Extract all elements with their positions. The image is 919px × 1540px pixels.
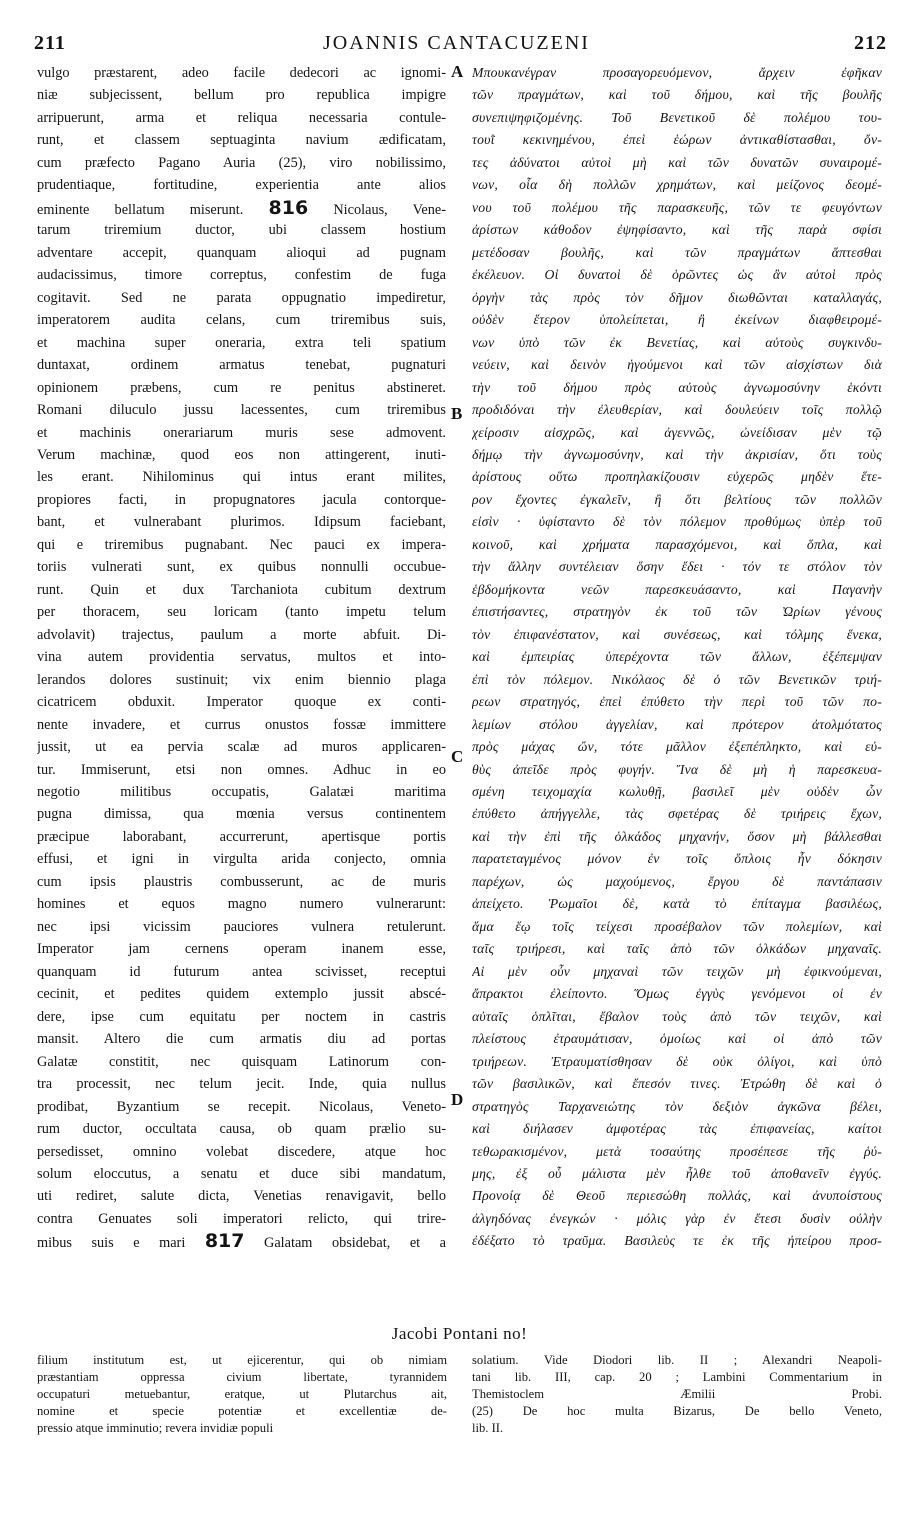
text-line: τῶν βασιλικῶν, καὶ ἔπεσόν τινες. Ἐτρώθη δὲ καὶ ὁ [472,1076,882,1092]
text-line: homines et equos magno numero vulnerarunt: [37,896,446,913]
text-line: ἀλγηδόνας ἐνεγκών · μόλις γὰρ ἐν ἔτεσι δυσὶν οὐλὴν [472,1210,882,1226]
text-line: occupaturi metuebantur, eratque, ut Plutarchus ait, [37,1387,447,1401]
text-line: ἑβδομήκοντα νεῶν παρεσκευάσαντο, καὶ Παγανὴν [472,581,882,597]
text-line: quanquam id futurum antea scivisset, receptui [37,963,446,980]
text-line: lib. II. [472,1421,504,1435]
footnotes-left-column [37,1352,447,1437]
text-line: ἄπρακτοι ἐλείποντο. Ὅμως ἐγγὺς γενόμενοι οἱ ἐν [472,986,882,1002]
text-line: præcipue laborabant, accurrerunt, apertisque portis [37,828,446,845]
text-line: vulgo præstarent, adeo facile dedecori ac ignomi- [37,65,446,81]
text-line: filium institutum est, ut ejicerentur, qui ob nimiam [37,1353,447,1367]
margin-letter-a: A [451,62,464,81]
text-line: σμένη τειχομαχία κωλυθῇ, βασιλεῖ μὲν οὐδὲν ὧν [472,784,882,799]
text-line: nente invadere, et currus onustos fossæ immittere [37,716,446,733]
text-line: τες ἀδύνατοι αὐτοὶ μὴ καὶ τῶν δυνατῶν συναιρομέ- [472,154,882,170]
text-line: παρέχων, ὡς μαχούμενος, ἔργου δὲ παντάπασιν [472,873,882,889]
text-line: προδιδόναι τὴν ἐλευθερίαν, καὶ δουλεύειν τοῖς πολλῷ [472,402,882,418]
text-line: τῶν πραγμάτων, καὶ τοῦ δήμου, καὶ τῆς βουλῆς [472,87,882,103]
text-line: συνεπιψηφιζομένης. Τοῦ Βενετικοῦ δὲ πολέμου του- [472,109,882,125]
text-line: ἀπείχετο. Ῥωμαῖοι δὲ, κατὰ τὸ ἐπίταγμα βασιλέως, [472,896,882,912]
text-line: ρον ἔχοντες ἐγκαλεῖν, ἢ ὅτι βελτίους τῶν πολλῶν [472,491,882,507]
text-line: αὐταῖς ὁπλῖται, ἔβαλον τοὺς ἀπὸ τῶν τειχῶν, καὶ [472,1008,882,1024]
margin-letter-c: C [451,747,464,766]
text-line: les erant. Nihilominus qui intus erant milites, [37,469,446,486]
page-number-right: 212 [854,32,887,54]
text-line: cum ipsis plaustris combusserunt, ac de muris [37,873,446,890]
text-line: vina autem providentia servatus, multos et into- [37,649,446,666]
text-line: Αἱ μὲν οὖν μηχαναὶ τῶν τειχῶν μὴ ἐφικνούμεναι, [472,963,882,979]
text-line: effusi, et igni in virgulta arida conjecto, omnia [37,851,446,868]
text-line: ἐπιστήσαντες, στρατηγὸν ἐκ τοῦ τῶν Ὠρίων γένους [472,604,882,620]
text-line: κοινοῦ, καὶ χρήματα παρασχόμενοι, καὶ ὅπλα, καὶ [472,536,882,552]
section-marker: 816 [268,196,309,219]
text-line: Galatæ constitit, nec quisquam Latinorum con- [37,1053,446,1070]
text-line: opinionem præbens, cum re penitus abstineret. [37,379,446,396]
text-line: præstantiam oppressa civium libertate, tyrannidem [37,1370,447,1384]
text-line: νεύειν, καὶ δεινὸν ἡγούμενοι καὶ τῶν αἰσχίστων διὰ [472,357,882,373]
text-line: ρεων στρατηγός, ἐπεὶ ἐπύθετο τὴν περὶ τοῦ τῶν πο- [472,694,882,710]
text-line: δήμῳ τὴν ἀγνωμοσύνην, καὶ τὴν ἀκρισίαν, ὅτι τοὺς [472,446,882,462]
text-line: qui e triremibus pugnabant. Nec pauci ex impera- [37,536,446,553]
text-line: solatium. Vide Diodori lib. II ; Alexandri Neapoli- [472,1353,882,1367]
text-line: tur. Immiserunt, etsi non omnes. Adhuc in eo [37,761,446,778]
text-line: Μπουκανέγραν προσαγορευόμενον, ἄρχειν ἐφῆκαν [472,65,882,80]
text-line: cogitavit. Sed ne parata oppugnatio impediretur, [37,289,446,306]
text-line: εἰσὶν · ὑφίσταντο δὲ τὸν πόλεμον προθύμως ὑπὲρ τοῦ [472,514,882,530]
text-line: adventare accepit, quanquam alioqui ad pugnam [37,244,446,261]
text-line: jussit, ut ea pervia scalæ ad muros applicaren- [37,739,446,756]
text-line: ἐπὶ τὸν πόλεμον. Νικόλαος δὲ ὁ τῶν Βενετικῶν τριή- [472,671,882,687]
notes-title: Jacobi Pontani no! [391,1324,528,1343]
text-line: Προνοίᾳ δὲ Θεοῦ περιεσώθη πολλάς, καὶ ἀνυποίστους [472,1188,882,1204]
latin-text-column [37,62,446,1324]
text-line: καὶ τὴν ἐπὶ τῆς ὁλκάδος μηχανήν, ὅσον μὴ βάλλεσθαι [472,828,882,844]
text-line: ἐπύθετο ἀπήγγελλε, τὰς σφετέρας δὲ τριήρεις ἔχων, [472,806,882,822]
text-line: lerandos dolores sustinuit; vix enim biennio plaga [37,671,446,688]
text-line: τὴν ἄλλην συντέλειαν ὅσην ἔδει · τόν τε στόλον τὸν [472,559,882,575]
text-line: καὶ διήλασεν ἀμφοτέρας τὰς ἐπιφανείας, καίτοι [472,1121,882,1137]
text-line: τουῒ κεκινημένου, ἐπεὶ ἑώρων ἀντικαθίστασθαι, ὄν- [472,132,882,148]
text-line: propiores facti, in propugnatores jacula contorque- [37,491,446,508]
text-line: οὐδὲν ἕτερον ὑπολείπεται, ἢ ἐκείνων διαφθειρομέ- [472,312,882,328]
text-line: et machinis onerariarum muris sese admovent. [37,424,446,441]
text-line: μης, ἐξ οὗ μάλιστα μὲν ἦλθε τοῦ ἀποθανεῖν ἐγγύς. [472,1165,882,1181]
text-line: θὺς ἀπεῖδε πρὸς φυγήν. Ἵνα δὲ μὴ ἡ παρεσκευα- [472,761,882,777]
section-marker: 817 [204,1230,245,1253]
text-line: nec ipsi vicissim pauciores vulnera retulerunt. [37,918,446,935]
text-line: ταῖς τριήρεσι, καὶ ταῖς ἀπὸ τῶν ὁλκάδων μηχαναῖς. [472,941,882,957]
text-line: toriis vulnerati sunt, ex quibus nonnulli occubue- [37,559,446,576]
text-line: imperatorem audita celans, cum triremibus suis, [37,312,446,329]
text-line: τεθωρακισμένον, μετὰ τοσαύτης προσέπεσε τῆς ῥύ- [472,1143,882,1159]
footnotes-right-column [472,1352,882,1437]
text-line: advolavit) trajectus, paulum a morte abfuit. Di- [37,626,446,643]
text-line: Verum machinæ, quod eos non attingerent, inuti- [37,446,446,463]
text-line: Themistoclem Æmilii Probi. [472,1387,882,1401]
text-line: nomine et specie potentiæ et excellentiæ de- [37,1404,447,1418]
text-line: mansit. Altero die cum armatis diu ad portas [37,1031,446,1048]
text-line: tarum triremium ductor, ubi classem hostium [37,222,446,239]
text-line: uti rediret, salute dicta, Venetias renavigavit, bello [37,1188,446,1205]
text-line: ἐκέλευον. Οἱ δυνατοὶ δὲ ὁρῶντες ὡς ἂν αὐτοὶ πρὸς [472,267,882,283]
margin-letter-d: D [451,1090,464,1109]
text-line: ὀργὴν τὰς πρὸς τὸν δῆμον διωθῶνται καταλλαγάς, [472,289,882,305]
text-line: prudentiaque, fortitudine, experientia ante alios [37,177,446,194]
text-line: καὶ ἐμπειρίας ὑπερέχοντα τῶν ἄλλων, ἐξέπεμψαν [472,649,882,665]
text-line: στρατηγὸς Ταρχανειώτης τὸν δεξιὸν ἀγκῶνα βέλει, [472,1098,882,1114]
text-line: per thoracem, seu loricam (tanto impetu telum [37,604,446,621]
text-line: παρατεταγμένος μόνον ἐν τοῖς ὅπλοις ἦν δόκησιν [472,851,882,867]
text-line: ἀρίστων κάθοδον ἐψηφίσαντο, καὶ τῆς παρὰ σφίσι [472,222,882,238]
running-title: JOANNIS CANTACUZENI [323,32,590,54]
text-line: ἐδέξατο τὸ τραῦμα. Βασιλεὺς τε ἐκ τῆς ἠπείρου προσ- [472,1233,882,1249]
text-line: audacissimus, timore correptus, confestim de fuga [37,267,446,284]
page-number-left: 211 [34,32,66,54]
text-line: πλείστους ἐτραυμάτισαν, ὁμοίως καὶ οἱ ἀπὸ τῶν [472,1031,882,1047]
text-line: persedisset, omnino volebat discedere, atque hoc [37,1143,446,1160]
text-line: ἅμα ἕῳ τοῖς τείχεσι προσέβαλον τῶν πολεμίων, καὶ [472,918,882,934]
text-line: cicatricem obduxit. Imperator quoque ex conti- [37,694,446,711]
text-line: runt, et classem septuaginta navium ædificatam, [37,132,446,149]
text-line: Romani diluculo jussu lacessentes, cum triremibus [37,402,446,419]
text-line: cecinit, et pedites quidem extemplo jussit abscé- [37,986,446,1003]
text-line: pressio atque imminutio; revera invidiæ populi [37,1421,274,1435]
text-line: eminente bellatum miserunt. 816 Nicolaus, Vene- [37,196,446,219]
text-line: tra processit, nec telum jecit. Inde, quia nullus [37,1076,446,1093]
text-line: τὴν τοῦ δήμου πρὸς αὐτοὺς ἀγνωμοσύνην ἑκόντι [472,379,882,395]
text-line: bant, et vulnerabant plurimos. Idipsum faciebant, [37,514,446,531]
text-line: τριήρεων. Ἐτραυματίσθησαν δὲ οὐκ ὀλίγοι, καὶ ὑπὸ [472,1053,882,1069]
text-line: negotio militibus occupatis, Galatæi maritima [37,784,446,800]
text-line: (25) De hoc multa Bizarus, De bello Veneto, [472,1404,882,1418]
text-line: cum præfecto Pagano Auria (25), viro nobilissimo, [37,154,446,171]
text-line: arripuerunt, arma et reliqua necessaria contule- [37,109,446,126]
greek-text-column [472,62,882,1324]
text-line: prodibat, Byzantium se recepit. Nicolaus, Veneto- [37,1098,446,1115]
text-line: mibus suis e mari 817 Galatam obsidebat, et a [37,1230,446,1253]
text-line: et machina super oneraria, extra teli spatium [37,334,446,351]
text-line: dere, ipse cum equitatu per noctem in castris [37,1008,446,1025]
text-line: τὸν ἐπιφανέστατον, καὶ συνέσεως, καὶ τόλμης ἕνεκα, [472,626,882,642]
text-line: runt. Quin et dux Tarchaniota cubitum dextrum [37,581,446,598]
text-line: niæ subjecissent, bellum pro republica impigre [37,87,446,104]
text-line: Imperator jam cernens operam inanem esse, [37,941,446,958]
text-line: tani lib. III, cap. 20 ; Lambini Commentarium in [472,1370,882,1384]
text-line: duntaxat, ordinem armatus tenebat, pugnaturi [37,357,446,374]
running-header [26,32,887,56]
text-line: νων ὑπὸ τῶν ἐκ Βενετίας, καὶ αὐτοὺς συγκινδυ- [472,334,882,350]
text-line: μετέδοσαν βουλῆς, καὶ τῶν πραγμάτων ἅπτεσθαι [472,244,882,260]
text-line: ἀρίστους οὕτω προπηλακίζουσιν εὐχερῶς μηδὲν ἕτε- [472,469,882,485]
text-line: νων, οἷα δὴ πολλῶν χρημάτων, καὶ μείζονος δεομέ- [472,177,882,193]
text-line: λεμίων στόλου ἀγγελίαν, καὶ πρότερον ἀτολμότατος [472,716,882,732]
text-line: νου τοῦ πολέμου τῆς παρασκευῆς, τῶν τε φευγόντων [472,199,882,215]
text-line: contra Genuates soli imperatori relicto, qui trire- [37,1210,446,1227]
text-line: χείροσιν αἰσχρῶς, καὶ ἀγεννῶς, ὠνείδισαν μὲν τῷ [472,424,882,440]
text-line: πρὸς μάχας ὤν, τότε μᾶλλον ἐξεπέπληκτο, καὶ εὐ- [472,739,882,755]
margin-letter-b: B [451,404,463,423]
text-line: pugna dimissa, qua mœnia versus continentem [37,806,446,823]
text-line: solum eloccutus, a senatu et duce sibi mandatum, [37,1165,446,1182]
text-line: rum ductor, occultata causa, ob quam prælio su- [37,1121,446,1138]
